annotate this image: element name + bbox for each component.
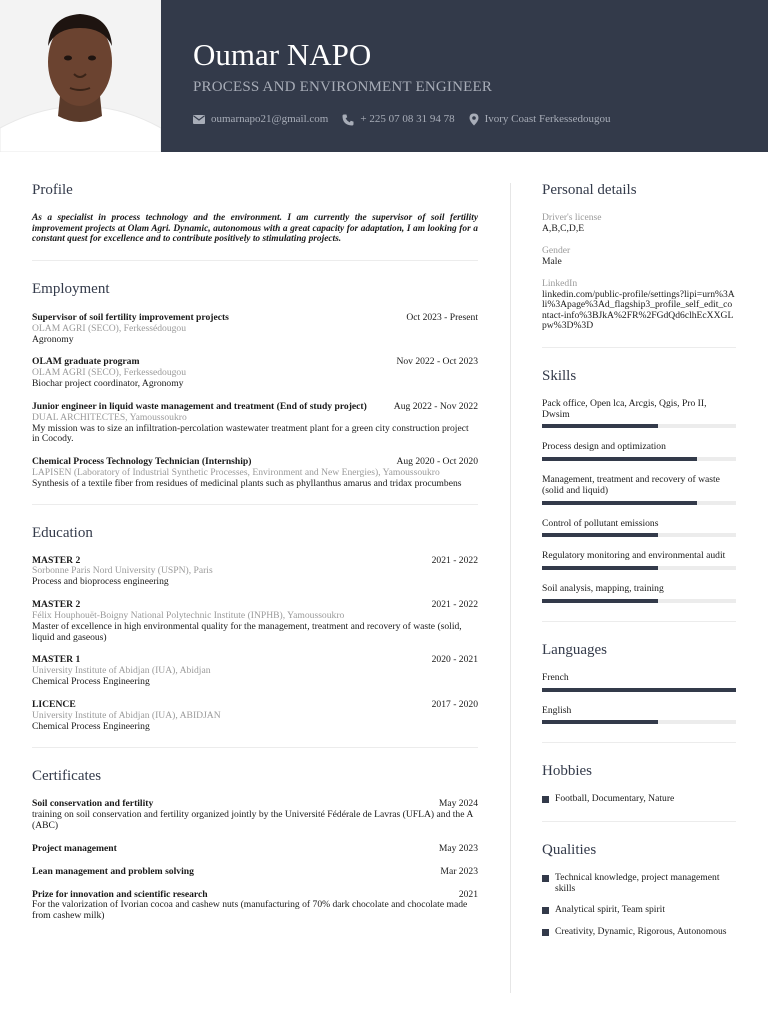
square-bullet-icon	[542, 929, 549, 936]
level-bar-fill	[542, 457, 697, 461]
skill-name: Control of pollutant emissions	[542, 517, 659, 529]
location-contact	[469, 113, 611, 126]
profile-text: As a specialist in process technology and the environment. I am currently the supervisor of soil fertility improvement projects at Olam Agri. Dynamic, autonomous with a great capacity for adaptation, I am looking for a constant quest for excellence and to contribute positively to stimulating projects.	[32, 213, 478, 245]
profile-photo	[0, 0, 161, 152]
phone-contact[interactable]	[342, 114, 454, 126]
square-bullet-icon	[542, 907, 549, 914]
gender-value: Male	[542, 255, 562, 267]
entry-title: Chemical Process Technology Technician (Internship)	[32, 456, 252, 468]
envelope-icon	[193, 115, 205, 124]
gender-label: Gender	[542, 245, 571, 257]
level-bar	[542, 501, 736, 505]
entry-date: Aug 2022 - Nov 2022	[393, 400, 478, 412]
section-divider	[542, 347, 736, 348]
email-text: oumarnapo21@gmail.com	[211, 113, 329, 125]
entry-date: Nov 2022 - Oct 2023	[396, 356, 478, 368]
square-bullet-icon	[542, 796, 549, 803]
section-title: Qualities	[542, 842, 597, 858]
skill-item	[542, 584, 736, 603]
entry-title: Project management	[32, 842, 117, 854]
section-title: Certificates	[32, 768, 102, 785]
section-title: Personal details	[542, 182, 637, 198]
skill-item	[542, 551, 736, 570]
section-title: Skills	[542, 367, 577, 384]
bullet-text: Football, Documentary, Nature	[555, 793, 675, 805]
bullet-text: Technical knowledge, project management skills	[555, 872, 720, 894]
entry-item	[32, 700, 478, 732]
phone-icon	[342, 114, 354, 126]
email-contact[interactable]	[193, 114, 328, 125]
level-bar	[542, 566, 736, 570]
entry-description: Agronomy	[32, 333, 74, 345]
hobbies-section	[542, 764, 736, 805]
location-text: Ivory Coast Ferkessedougou	[484, 113, 611, 125]
entry-subtitle: OLAM AGRI (SECO), Ferkessédougou	[32, 322, 187, 334]
skill-name: Soil analysis, mapping, training	[542, 583, 664, 595]
column-divider	[510, 183, 511, 993]
resume-header	[0, 0, 768, 152]
entry-description: For the valorization of Ivorian cocoa and cashew nuts (manufacturing of 70% dark chocolate and chocolate made from cashew milk)	[32, 899, 468, 922]
entry-date: May 2024	[438, 798, 478, 810]
map-pin-icon	[469, 113, 479, 126]
skills-section	[542, 369, 736, 603]
entry-subtitle: LAPISEN (Laboratory of Industrial Synthetic Processes, Environment and New Energies), Yamoussoukro	[32, 466, 440, 478]
level-bar-fill	[542, 566, 658, 570]
section-title: Profile	[32, 182, 73, 198]
bullet-text: Analytical spirit, Team spirit	[555, 904, 665, 916]
certificates-section	[32, 769, 478, 922]
entry-subtitle: DUAL ARCHITECTES, Yamoussoukro	[32, 411, 187, 423]
entry-item	[32, 844, 478, 855]
level-bar-fill	[542, 720, 658, 724]
section-divider	[542, 621, 736, 622]
quality-item	[542, 905, 736, 916]
entry-date: Aug 2020 - Oct 2020	[396, 456, 478, 468]
section-title: Hobbies	[542, 763, 592, 780]
entry-subtitle: OLAM AGRI (SECO), Ferkessedougou	[32, 367, 187, 379]
section-title: Employment	[32, 280, 110, 297]
level-bar	[542, 533, 736, 537]
entry-date: 2021 - 2022	[431, 554, 478, 566]
sidebar-column	[542, 183, 736, 938]
section-divider	[542, 742, 736, 743]
level-bar-fill	[542, 688, 736, 692]
entry-title: MASTER 2	[32, 599, 81, 611]
linkedin-label: LinkedIn	[542, 278, 578, 290]
entry-item	[32, 867, 478, 878]
entry-item	[32, 402, 478, 445]
entry-title: Supervisor of soil fertility improvement projects	[32, 311, 229, 323]
entry-date: May 2023	[438, 842, 478, 854]
section-divider	[542, 821, 736, 822]
entry-title: Lean management and problem solving	[32, 865, 194, 877]
entry-title: MASTER 1	[32, 654, 81, 666]
profile-section	[32, 183, 478, 245]
language-name: English	[542, 704, 572, 716]
level-bar-fill	[542, 533, 658, 537]
entry-date: 2021	[458, 888, 478, 900]
entry-date: Mar 2023	[440, 865, 478, 877]
linkedin-link[interactable]: linkedin.com/public-profile/settings?lipi=urn%3Ali%3Apage%3Ad_flagship3_profile_self_edit_contact-info%3BJkA%2FR%2FGdQd6clhEcXXGLpw%3D%3D	[542, 288, 735, 332]
level-bar	[542, 599, 736, 603]
language-item	[542, 706, 736, 725]
skill-name: Process design and optimization	[542, 441, 666, 453]
level-bar	[542, 688, 736, 692]
entry-item	[32, 313, 478, 345]
education-section	[32, 526, 478, 733]
section-title: Languages	[542, 641, 607, 658]
qualities-section	[542, 843, 736, 938]
section-title: Education	[32, 524, 93, 541]
skill-item	[542, 399, 736, 428]
skill-name: Management, treatment and recovery of waste (solid and liquid)	[542, 474, 720, 496]
section-divider	[32, 747, 478, 748]
entry-header	[32, 844, 478, 855]
entry-header	[32, 867, 478, 878]
section-divider	[32, 260, 478, 261]
skill-name: Pack office, Open lca, Arcgis, Qgis, Pro II, Dwsim	[542, 397, 707, 420]
entry-description: Process and bioprocess engineering	[32, 576, 169, 588]
entry-date: 2020 - 2021	[431, 654, 478, 666]
phone-text: + 225 07 08 31 94 78	[360, 113, 455, 125]
language-name: French	[542, 671, 569, 683]
entry-description: training on soil conservation and fertility organized jointly by the Université Fédérale de Lavras (UFLA) and the A (ABC)	[32, 809, 473, 832]
quality-item	[542, 927, 736, 938]
skill-name: Regulatory monitoring and environmental audit	[542, 550, 726, 562]
level-bar	[542, 457, 736, 461]
candidate-name: Oumar NAPO	[193, 37, 372, 72]
entry-date: Oct 2023 - Present	[406, 311, 478, 323]
entry-description: Chemical Process Engineering	[32, 676, 150, 688]
contact-info	[193, 113, 624, 126]
entry-subtitle: Sorbonne Paris Nord University (USPN), Paris	[32, 565, 213, 577]
entry-item	[32, 655, 478, 687]
entry-title: Junior engineer in liquid waste management and treatment (End of study project)	[32, 400, 367, 412]
entry-item	[32, 799, 478, 831]
entry-description: Synthesis of a textile fiber from residues of medicinal plants such as phyllanthus amarus and tridax procumbens	[32, 477, 462, 489]
level-bar-fill	[542, 501, 697, 505]
entry-subtitle: University Institute of Abidjan (IUA), Abidjan	[32, 665, 211, 677]
languages-section	[542, 643, 736, 724]
personal-details-section	[542, 183, 736, 332]
language-item	[542, 673, 736, 692]
section-divider	[32, 504, 478, 505]
entry-description: Biochar project coordinator, Agronomy	[32, 378, 184, 390]
entry-item	[32, 600, 478, 643]
entry-item	[32, 890, 478, 922]
level-bar-fill	[542, 599, 658, 603]
quality-item	[542, 873, 736, 894]
main-column	[32, 183, 478, 922]
entry-title: OLAM graduate program	[32, 356, 140, 368]
entry-description: Chemical Process Engineering	[32, 720, 150, 732]
entry-date: 2021 - 2022	[431, 599, 478, 611]
skill-item	[542, 519, 736, 538]
entry-description: My mission was to size an infiltration-percolation wastewater treatment plant for a green city construction project in Cocody.	[32, 422, 469, 445]
entry-title: Prize for innovation and scientific research	[32, 888, 208, 900]
skill-item	[542, 475, 736, 504]
header-banner	[161, 0, 768, 152]
square-bullet-icon	[542, 875, 549, 882]
hobby-item	[542, 794, 736, 805]
level-bar	[542, 720, 736, 724]
drivers-license-value: A,B,C,D,E	[542, 222, 585, 234]
entry-item	[32, 457, 478, 489]
entry-subtitle: University Institute of Abidjan (IUA), ABIDJAN	[32, 709, 221, 721]
entry-subtitle: Félix Houphouët-Boigny National Polytechnic Institute (INPHB), Yamoussoukro	[32, 609, 345, 621]
entry-title: LICENCE	[32, 698, 76, 710]
level-bar	[542, 424, 736, 428]
entry-item	[32, 556, 478, 588]
employment-section	[32, 282, 478, 490]
entry-date: 2017 - 2020	[431, 698, 478, 710]
drivers-license-label: Driver's license	[542, 212, 602, 223]
level-bar-fill	[542, 424, 658, 428]
skill-item	[542, 442, 736, 461]
entry-item	[32, 357, 478, 389]
entry-title: MASTER 2	[32, 554, 81, 566]
job-title: PROCESS AND ENVIRONMENT ENGINEER	[193, 79, 493, 95]
entry-description: Master of excellence in high environmental quality for the management, treatment and recovery of waste (solid, liquid and gaseous)	[32, 620, 462, 643]
entry-title: Soil conservation and fertility	[32, 798, 154, 810]
bullet-text: Creativity, Dynamic, Rigorous, Autonomous	[555, 926, 727, 938]
